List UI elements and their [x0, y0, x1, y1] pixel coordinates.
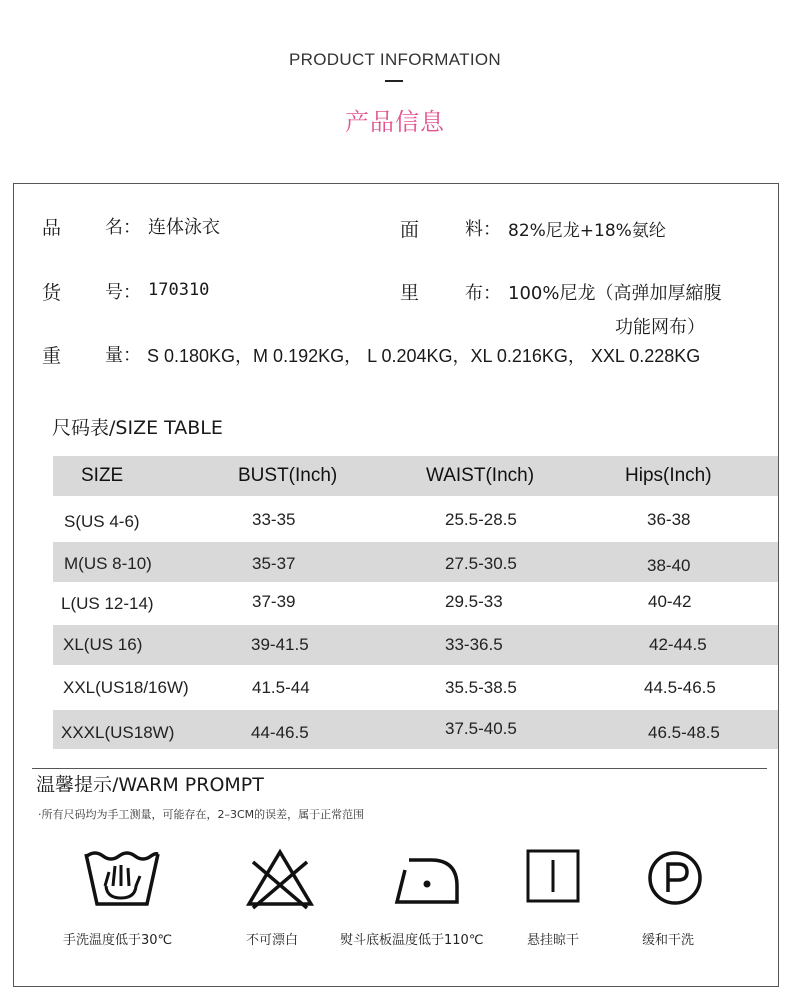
- cell-waist: 29.5-33: [445, 592, 503, 611]
- care-label-line-dry: 悬挂晾干: [527, 933, 580, 948]
- header-divider: [385, 80, 403, 82]
- table-row: [53, 625, 778, 665]
- fabric-label-b: 料：: [465, 219, 501, 240]
- cell-hips: 36-38: [647, 510, 691, 529]
- weight-label-a: 重: [42, 345, 62, 367]
- header-waist: WAIST(Inch): [426, 465, 535, 486]
- cell-waist: 27.5-30.5: [445, 554, 517, 573]
- fabric-value: 82%尼龙+18%氨纶: [508, 221, 666, 241]
- no-bleach-icon: [245, 848, 315, 910]
- lining-value-line1: 100%尼龙（高弹加厚縮腹: [508, 283, 722, 304]
- cell-size: XXL(US18/16W): [63, 678, 189, 697]
- lining-label-b: 布：: [465, 283, 501, 304]
- header-title-cn: 产品信息: [345, 108, 445, 136]
- cell-size: XL(US 16): [63, 635, 143, 654]
- care-item-iron: [348, 848, 498, 910]
- lining-label-a: 里: [400, 282, 420, 304]
- hand-wash-icon: [83, 848, 161, 910]
- size-table: [53, 456, 778, 749]
- line-dry-icon: [525, 848, 581, 904]
- cell-bust: 44-46.5: [251, 723, 309, 742]
- cell-hips: 38-40: [647, 556, 691, 575]
- header-size: SIZE: [81, 465, 124, 486]
- fabric-label-a: 面: [400, 219, 420, 241]
- name-value: 连体泳衣: [148, 217, 220, 238]
- table-header-row: [53, 456, 778, 496]
- table-row: [53, 542, 778, 582]
- cell-bust: 35-37: [252, 554, 296, 573]
- item-label-a: 货: [42, 282, 62, 304]
- care-label-iron: 熨斗底板温度低于110℃: [340, 933, 484, 948]
- table-row: [53, 582, 778, 625]
- care-label-no-bleach: 不可漂白: [246, 933, 299, 948]
- cell-bust: 39-41.5: [251, 635, 309, 654]
- cell-waist: 37.5-40.5: [445, 719, 517, 738]
- dry-clean-p-icon: [645, 848, 705, 908]
- table-row: [53, 665, 778, 710]
- cell-waist: 25.5-28.5: [445, 510, 517, 529]
- prompt-divider: [32, 768, 767, 769]
- cell-bust: 37-39: [252, 592, 296, 611]
- care-item-no-bleach: [205, 848, 355, 910]
- cell-size: S(US 4-6): [64, 512, 140, 531]
- header-title-en: PRODUCT INFORMATION: [289, 50, 501, 69]
- cell-hips: 44.5-46.5: [644, 678, 716, 697]
- cell-waist: 33-36.5: [445, 635, 503, 654]
- lining-value-line2: 功能网布）: [615, 317, 705, 338]
- size-table-title: 尺码表/SIZE TABLE: [52, 417, 223, 439]
- header-hips: Hips(Inch): [625, 465, 712, 486]
- cell-hips: 46.5-48.5: [648, 723, 720, 742]
- care-label-dry-clean: 缓和干洗: [642, 933, 695, 948]
- cell-bust: 33-35: [252, 510, 296, 529]
- table-row: [53, 710, 778, 749]
- item-value: 170310: [148, 280, 210, 300]
- header-bust: BUST(Inch): [238, 465, 338, 486]
- cell-size: L(US 12-14): [61, 594, 154, 613]
- cell-size: M(US 8-10): [64, 554, 152, 573]
- care-item-dry-clean: [600, 848, 750, 908]
- table-row: [53, 496, 778, 542]
- name-label-a: 品: [42, 217, 62, 239]
- iron-icon: [383, 848, 463, 910]
- item-label-b: 号：: [105, 282, 141, 303]
- cell-bust: 41.5-44: [252, 678, 310, 697]
- cell-waist: 35.5-38.5: [445, 678, 517, 697]
- cell-size: XXXL(US18W): [61, 723, 175, 742]
- care-label-hand-wash: 手洗温度低于30℃: [63, 933, 173, 948]
- cell-hips: 40-42: [648, 592, 692, 611]
- name-label-b: 名：: [105, 217, 141, 238]
- prompt-title: 温馨提示/WARM PROMPT: [36, 774, 264, 792]
- weight-value: S 0.180KG，M 0.192KG， L 0.204KG，XL 0.216KG， XXL 0.228KG: [147, 346, 701, 366]
- prompt-note: ·所有尺码均为手工测量，可能存在，2–3CM的误差，属于正常范围: [38, 808, 365, 821]
- care-item-hand-wash: [47, 848, 197, 910]
- cell-hips: 42-44.5: [649, 635, 707, 654]
- weight-label-b: 量：: [105, 345, 141, 366]
